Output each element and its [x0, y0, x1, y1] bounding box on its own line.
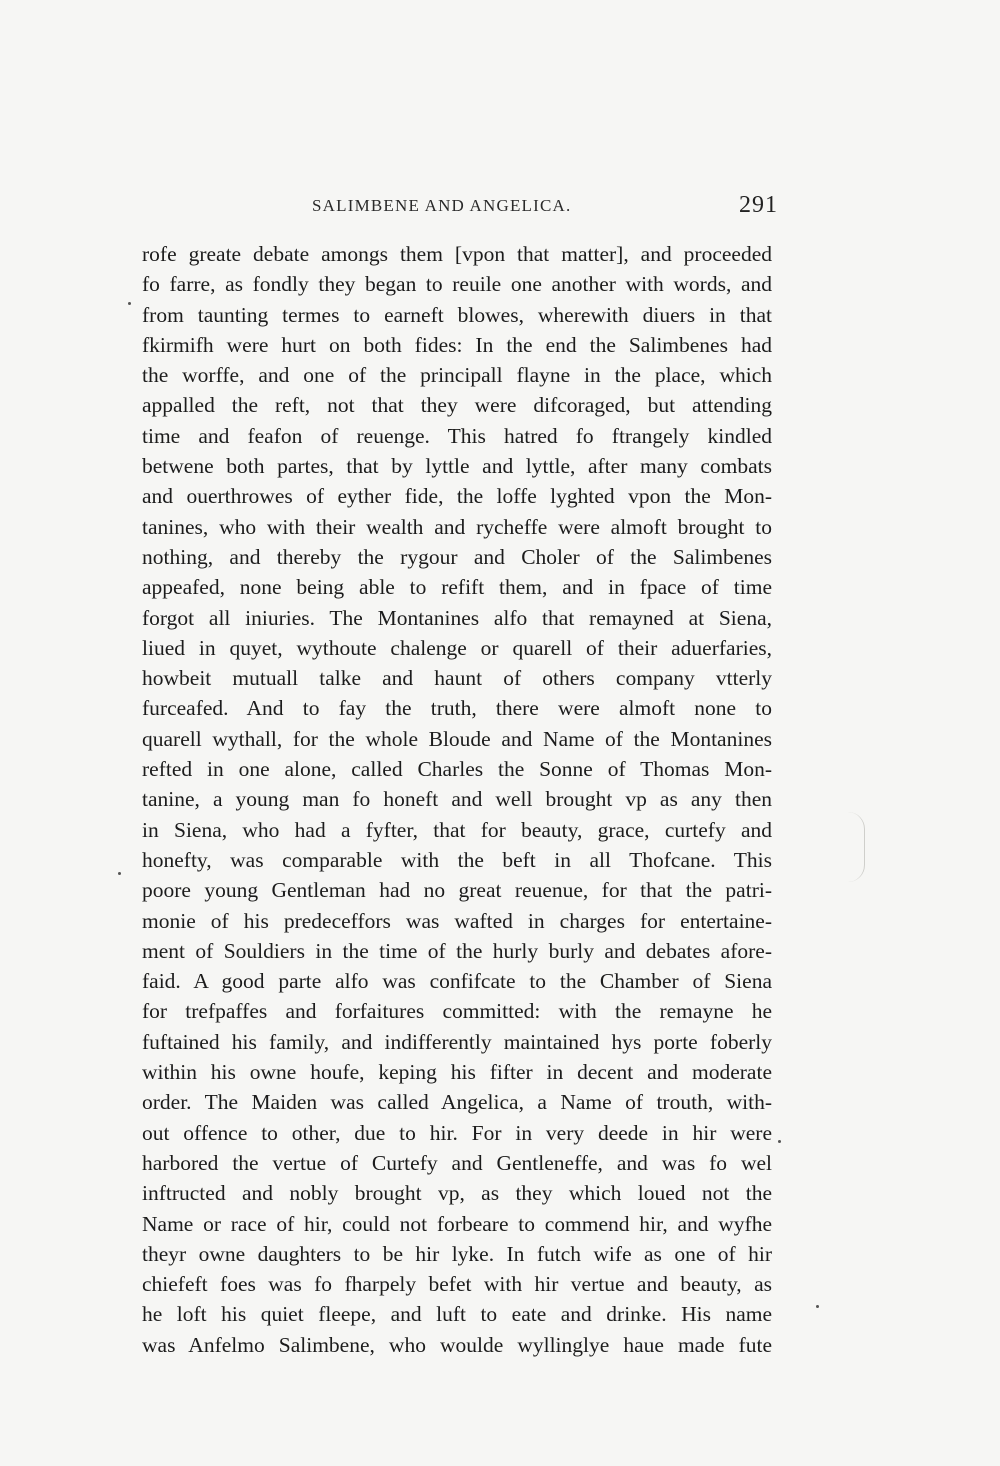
text-line: nothing, and thereby the rygour and Choler of the Salimbenes [142, 544, 772, 569]
text-line: was Anfelmo Salimbene, who woulde wyllinglye haue made fute [142, 1332, 772, 1357]
text-line: fo farre, as fondly they began to reuile one another with words, and [142, 272, 772, 297]
running-head [142, 192, 786, 222]
text-line: inftructed and nobly brought vp, as they which loued not the [142, 1181, 772, 1206]
text-line: time and feafon of reuenge. This hatred fo ftrangely kindled [142, 423, 772, 448]
text-line: from taunting termes to earneft blowes, wherewith diuers in that [142, 302, 772, 327]
text-line: honefty, was comparable with the beft in all Thofcane. This [142, 847, 772, 872]
text-line: out offence to other, due to hir. For in very deede in hir were [142, 1120, 772, 1145]
text-line: he loft his quiet fleepe, and luft to eate and drinke. His name [142, 1302, 772, 1327]
text-line: harbored the vertue of Curtefy and Gentleneffe, and was fo wel [142, 1150, 772, 1175]
text-line: fuftained his family, and indifferently maintained hys porte foberly [142, 1029, 772, 1054]
text-line: tanines, who with their wealth and rycheffe were almoft brought to [142, 514, 772, 539]
text-line: howbeit mutuall talke and haunt of others company vtterly [142, 666, 772, 691]
text-line: for trefpaffes and forfaitures committed: with the remayne he [142, 999, 772, 1024]
text-line: monie of his predeceffors was wafted in charges for entertaine- [142, 908, 772, 933]
text-line: Name or race of hir, could not forbeare to commend hir, and wyfhe [142, 1211, 772, 1236]
text-line: fkirmifh were hurt on both fides: In the end the Salimbenes had [142, 332, 772, 357]
paper-speck [778, 1140, 781, 1143]
text-line: chiefeft foes was fo fharpely befet with hir vertue and beauty, as [142, 1272, 772, 1297]
text-line: theyr owne daughters to be hir lyke. In futch wife as one of hir [142, 1241, 772, 1266]
text-line: furceafed. And to fay the truth, there were almoft none to [142, 696, 772, 721]
text-line: forgot all iniuries. The Montanines alfo that remayned at Siena, [142, 605, 772, 630]
text-line: ment of Souldiers in the time of the hurly burly and debates afore- [142, 938, 772, 963]
text-line: faid. A good parte alfo was confifcate to the Chamber of Siena [142, 969, 772, 994]
text-line: liued in quyet, wythoute chalenge or quarell of their aduerfaries, [142, 635, 772, 660]
running-title: SALIMBENE AND ANGELICA. [312, 196, 572, 215]
text-line: the worffe, and one of the principall flayne in the place, which [142, 363, 772, 388]
body-text [142, 239, 772, 1360]
paper-speck [128, 302, 131, 305]
text-line: refted in one alone, called Charles the Sonne of Thomas Mon- [142, 757, 772, 782]
text-line: appalled the reft, not that they were difcoraged, but attending [142, 393, 772, 418]
paper-speck [118, 872, 121, 875]
text-line: appeafed, none being able to refift them, and in fpace of time [142, 575, 772, 600]
text-line: order. The Maiden was called Angelica, a Name of trouth, with- [142, 1090, 772, 1115]
paper-crease [848, 812, 865, 882]
text-line: rofe greate debate amongs them [vpon that matter], and proceeded [142, 242, 772, 266]
text-line: betwene both partes, that by lyttle and lyttle, after many combats [142, 454, 772, 479]
text-line: poore young Gentleman had no great reuenue, for that the patri- [142, 878, 772, 903]
page-number: 291 [739, 192, 778, 218]
text-line: quarell wythall, for the whole Bloude and Name of the Montanines [142, 726, 772, 751]
paper-speck [816, 1305, 819, 1308]
text-line: and ouerthrowes of eyther fide, the loffe lyghted vpon the Mon- [142, 484, 772, 509]
text-line: tanine, a young man fo honeft and well brought vp as any then [142, 787, 772, 812]
text-line: within his owne houfe, keping his fifter in decent and moderate [142, 1060, 772, 1085]
text-line: in Siena, who had a fyfter, that for beauty, grace, curtefy and [142, 817, 772, 842]
